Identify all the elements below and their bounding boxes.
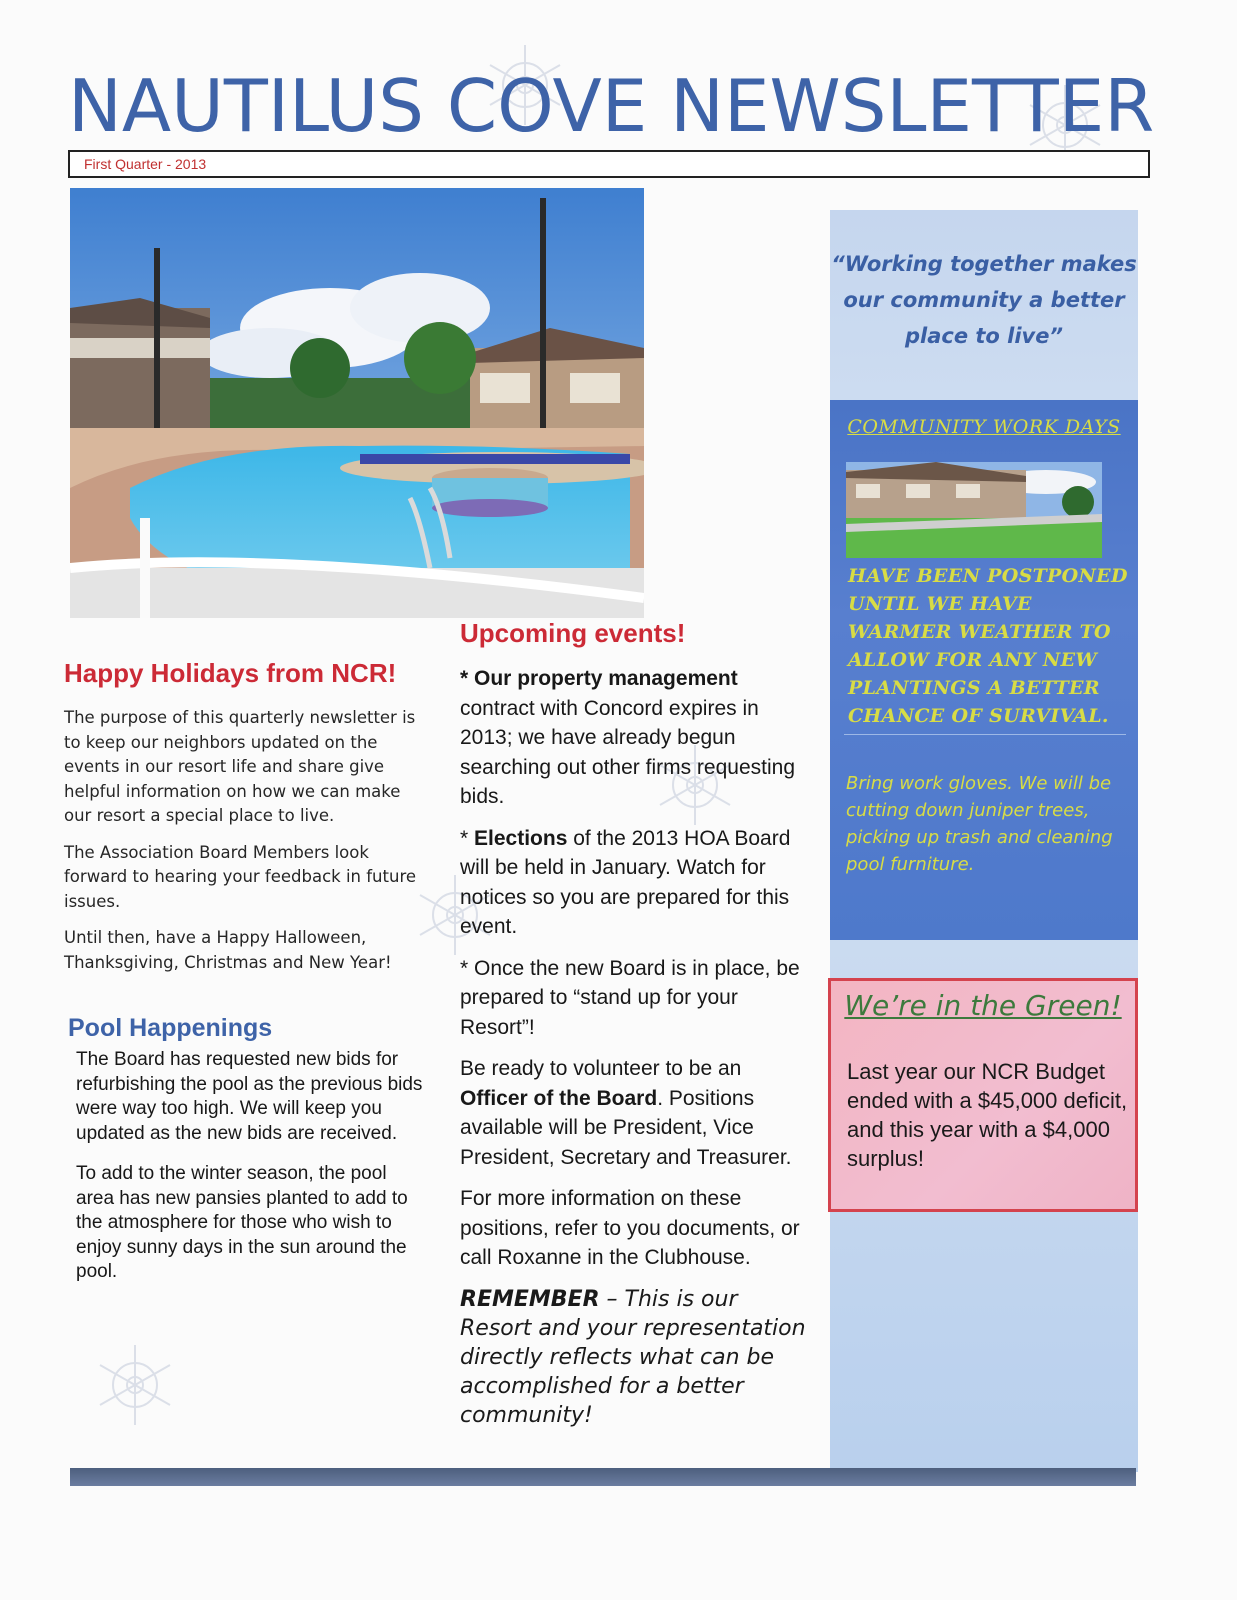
community-photo (846, 462, 1102, 558)
pool-heading: Pool Happenings (68, 1014, 273, 1042)
events-body (460, 664, 810, 1430)
panel-divider (844, 734, 1126, 735)
event-keyword: property management (517, 667, 738, 690)
work-gloves-note: Bring work gloves. We will be cutting down juniper trees, picking up trash and cleaning pool furniture. (846, 773, 1113, 875)
more-info-paragraph: For more information on these positions, refer to you documents, or call Roxanne in the Clubhouse. (460, 1187, 800, 1269)
work-days-title: COMMUNITY WORK DAYS (847, 416, 1121, 438)
remember-keyword: REMEMBER (460, 1286, 600, 1312)
volunteer-keyword: Officer of the Board (460, 1086, 658, 1110)
event-item-management (460, 664, 810, 812)
pool-photo (70, 188, 644, 618)
holidays-body (64, 706, 420, 987)
remember-text: – This is our Resort and your representation directly reflects what can be accomplished for a better community! (460, 1286, 806, 1428)
remember-paragraph (460, 1285, 810, 1430)
event-prefix: * (460, 826, 475, 850)
volunteer-text-rest: . Positions available will be President, Vice President, Secretary and Treasurer. (460, 1086, 792, 1169)
pool-body (76, 1048, 426, 1301)
newsletter-title: NAUTILUS COVE NEWSLETTER (68, 64, 1155, 148)
event-prefix: * Our (460, 667, 518, 690)
issue-label: First Quarter - 2013 (84, 156, 207, 172)
pool-paragraph: The Board has requested new bids for refurbishing the pool as the previous bids were way too high. We will keep you updated as the new bids are received. (76, 1049, 423, 1144)
work-days-panel (830, 400, 1138, 940)
sidebar-quote: “Working together makes our community a better place to live” (831, 252, 1137, 348)
snowflake-icon (90, 1340, 180, 1430)
budget-callout-title: We’re in the Green! (844, 989, 1122, 1022)
event-text: contract with Concord expires in 2013; we have already begun searching out other firms requesting bids. (460, 696, 796, 808)
budget-callout-body: Last year our NCR Budget ended with a $45,000 deficit, and this year with a $4,000 surplus! (847, 1059, 1128, 1171)
volunteer-paragraph (460, 1054, 810, 1172)
postponed-notice: HAVE BEEN POSTPONED UNTIL WE HAVE WARMER WEATHER TO ALLOW FOR ANY NEW PLANTINGS A BETTER CHANCE OF SURVIVAL. (848, 565, 1128, 727)
budget-callout (828, 978, 1138, 1212)
holidays-heading: Happy Holidays from NCR! (64, 658, 397, 688)
event-text: of the 2013 HOA Board will be held in January. Watch for notices so you are prepared for this event. (460, 826, 791, 938)
pool-paragraph: To add to the winter season, the pool area has new pansies planted to add to the atmosphere for those who wish to enjoy sunny days in the sun around the pool. (76, 1163, 408, 1282)
event-keyword: Elections (474, 826, 568, 850)
event-item-elections (460, 824, 810, 942)
issue-banner (68, 150, 1150, 178)
sidebar (830, 210, 1138, 1472)
volunteer-text: Be ready to volunteer to be an (460, 1057, 742, 1080)
event-item-new-board: * Once the new Board is in place, be prepared to “stand up for your Resort”! (460, 956, 800, 1039)
holidays-paragraph: The Association Board Members look forward to hearing your feedback in future issues. (64, 842, 417, 911)
holidays-paragraph: Until then, have a Happy Halloween, Thanksgiving, Christmas and New Year! (64, 928, 392, 972)
footer-bar (70, 1468, 1136, 1486)
holidays-paragraph: The purpose of this quarterly newsletter is to keep our neighbors updated on the events in our resort life and share give helpful information on how we can make our resort a special place to live. (64, 708, 416, 825)
events-heading: Upcoming events! (460, 618, 686, 648)
